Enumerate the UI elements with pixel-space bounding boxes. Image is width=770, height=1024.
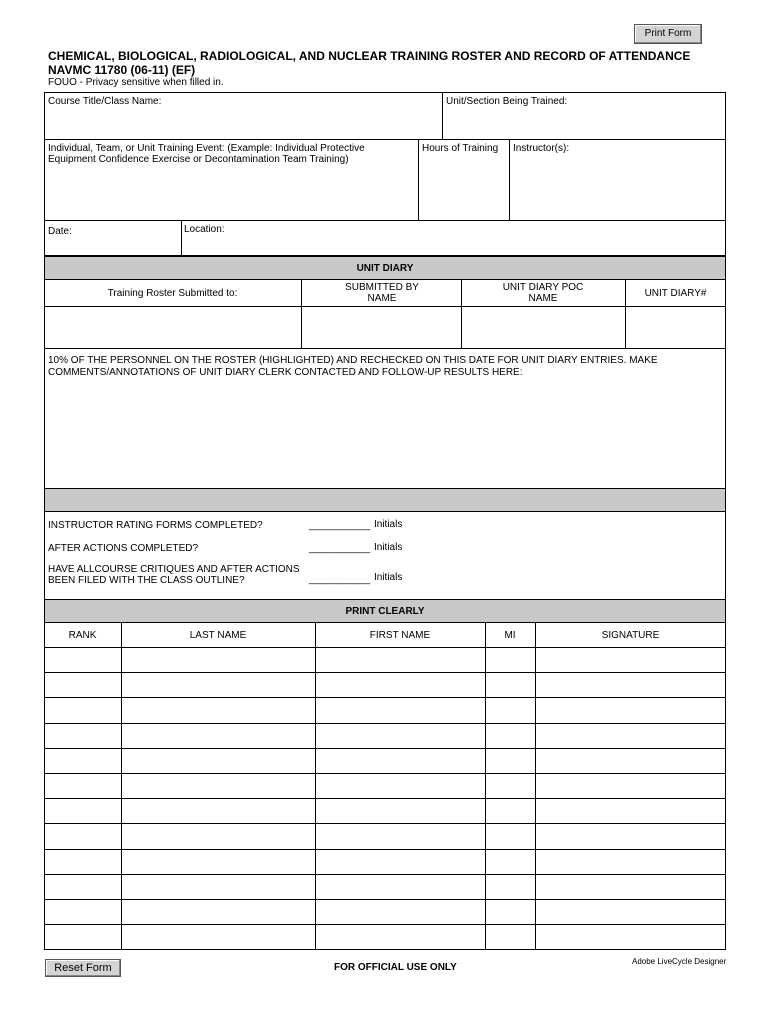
form-number: NAVMC 11780 (06-11) (EF) <box>48 63 196 77</box>
unit-diary-header: UNIT DIARY <box>44 256 726 280</box>
roster-last-name-input[interactable] <box>122 925 315 949</box>
after-actions-blank[interactable]: ___________ <box>309 543 371 554</box>
roster-first-name-input[interactable] <box>316 648 485 672</box>
rank-column-header: RANK <box>68 630 97 641</box>
unit-diary-number-header: UNIT DIARY# <box>644 288 707 299</box>
roster-first-name-input[interactable] <box>316 698 485 723</box>
roster-signature-input[interactable] <box>536 648 726 672</box>
course-title-field[interactable]: Course Title/Class Name: <box>48 96 162 107</box>
roster-last-name-input[interactable] <box>122 749 315 773</box>
roster-mi-input[interactable] <box>486 724 535 748</box>
mi-column-header: MI <box>504 630 516 641</box>
roster-rank-input[interactable] <box>45 900 121 924</box>
roster-last-name-input[interactable] <box>122 799 315 823</box>
instructor-rating-initials: Initials <box>374 519 403 530</box>
roster-last-name-input[interactable] <box>122 900 315 924</box>
roster-signature-input[interactable] <box>536 724 726 748</box>
roster-signature-input[interactable] <box>536 698 726 723</box>
roster-signature-input[interactable] <box>536 925 726 949</box>
roster-mi-input[interactable] <box>486 900 535 924</box>
roster-mi-input[interactable] <box>486 875 535 899</box>
roster-first-name-input[interactable] <box>316 774 485 798</box>
roster-signature-input[interactable] <box>536 799 726 823</box>
instructor-rating-question: INSTRUCTOR RATING FORMS COMPLETED? <box>48 520 263 531</box>
unit-diary-poc-header: UNIT DIARY POC NAME <box>502 282 584 304</box>
submitted-to-input[interactable] <box>45 307 301 348</box>
roster-signature-input[interactable] <box>536 850 726 874</box>
reset-form-button[interactable]: Reset Form <box>45 959 121 977</box>
roster-rank-input[interactable] <box>45 648 121 672</box>
print-clearly-header: PRINT CLEARLY <box>44 599 726 623</box>
hours-of-training-field[interactable]: Hours of Training <box>422 143 499 154</box>
roster-first-name-input[interactable] <box>316 850 485 874</box>
roster-mi-input[interactable] <box>486 824 535 849</box>
roster-last-name-input[interactable] <box>122 774 315 798</box>
roster-last-name-input[interactable] <box>122 875 315 899</box>
comments-label: 10% OF THE PERSONNEL ON THE ROSTER (HIGHLIGHTED) AND RECHECKED ON THIS DATE FOR UNIT DIARY ENTRIES. MAKE COMMENTS/ANNOTATIONS OF UNIT DIARY CLERK CONTACTED AND FOLLOW-UP RESULTS HERE: <box>48 355 658 378</box>
roster-first-name-input[interactable] <box>316 799 485 823</box>
roster-mi-input[interactable] <box>486 774 535 798</box>
roster-first-name-input[interactable] <box>316 900 485 924</box>
roster-signature-input[interactable] <box>536 875 726 899</box>
submitted-by-header: SUBMITTED BY NAME <box>345 282 419 304</box>
roster-rank-input[interactable] <box>45 749 121 773</box>
designer-credit: Adobe LiveCycle Designer <box>632 957 727 966</box>
roster-rank-input[interactable] <box>45 774 121 798</box>
critiques-filed-initials: Initials <box>374 572 403 583</box>
roster-last-name-input[interactable] <box>122 824 315 849</box>
roster-signature-input[interactable] <box>536 824 726 849</box>
roster-mi-input[interactable] <box>486 648 535 672</box>
roster-rank-input[interactable] <box>45 850 121 874</box>
date-field[interactable]: Date: <box>48 226 72 237</box>
privacy-notice: FOUO - Privacy sensitive when filled in. <box>48 77 224 88</box>
unit-section-field[interactable]: Unit/Section Being Trained: <box>446 96 568 107</box>
critiques-filed-question: HAVE ALLCOURSE CRITIQUES AND AFTER ACTIONS BEEN FILED WITH THE CLASS OUTLINE? <box>48 564 300 586</box>
after-actions-initials: Initials <box>374 542 403 553</box>
roster-mi-input[interactable] <box>486 749 535 773</box>
print-form-button[interactable]: Print Form <box>634 24 702 44</box>
roster-mi-input[interactable] <box>486 799 535 823</box>
roster-first-name-input[interactable] <box>316 824 485 849</box>
roster-first-name-input[interactable] <box>316 875 485 899</box>
after-actions-question: AFTER ACTIONS COMPLETED? <box>48 543 199 554</box>
roster-signature-input[interactable] <box>536 900 726 924</box>
roster-rank-input[interactable] <box>45 925 121 949</box>
roster-mi-input[interactable] <box>486 673 535 697</box>
roster-rank-input[interactable] <box>45 824 121 849</box>
roster-first-name-input[interactable] <box>316 673 485 697</box>
submitted-to-header: Training Roster Submitted to: <box>107 288 238 299</box>
roster-last-name-input[interactable] <box>122 724 315 748</box>
instructor-rating-blank[interactable]: ___________ <box>309 520 371 531</box>
roster-rank-input[interactable] <box>45 673 121 697</box>
roster-first-name-input[interactable] <box>316 925 485 949</box>
form-title: CHEMICAL, BIOLOGICAL, RADIOLOGICAL, AND NUCLEAR TRAINING ROSTER AND RECORD OF ATTENDANCE <box>48 49 691 63</box>
training-event-field[interactable]: Individual, Team, or Unit Training Event: (Example: Individual Protective Equipment Confidence Exercise or Decontamination Team Training) <box>48 143 365 165</box>
last-name-column-header: LAST NAME <box>189 630 247 641</box>
location-field[interactable]: Location: <box>184 224 225 235</box>
section-divider-bar <box>44 488 726 512</box>
roster-last-name-input[interactable] <box>122 850 315 874</box>
roster-rank-input[interactable] <box>45 724 121 748</box>
roster-rank-input[interactable] <box>45 875 121 899</box>
first-name-column-header: FIRST NAME <box>369 630 431 641</box>
signature-column-header: SIGNATURE <box>601 630 660 641</box>
submitted-by-input[interactable] <box>302 307 461 348</box>
roster-first-name-input[interactable] <box>316 724 485 748</box>
unit-diary-poc-input[interactable] <box>462 307 625 348</box>
roster-mi-input[interactable] <box>486 698 535 723</box>
roster-signature-input[interactable] <box>536 749 726 773</box>
roster-last-name-input[interactable] <box>122 648 315 672</box>
roster-rank-input[interactable] <box>45 799 121 823</box>
roster-rank-input[interactable] <box>45 698 121 723</box>
roster-last-name-input[interactable] <box>122 698 315 723</box>
roster-mi-input[interactable] <box>486 850 535 874</box>
roster-signature-input[interactable] <box>536 774 726 798</box>
fouo-footer: FOR OFFICIAL USE ONLY <box>334 962 457 973</box>
roster-first-name-input[interactable] <box>316 749 485 773</box>
roster-last-name-input[interactable] <box>122 673 315 697</box>
roster-signature-input[interactable] <box>536 673 726 697</box>
roster-mi-input[interactable] <box>486 925 535 949</box>
unit-diary-number-input[interactable] <box>626 307 725 348</box>
instructors-field[interactable]: Instructor(s): <box>513 143 570 154</box>
critiques-filed-blank[interactable]: ___________ <box>309 574 371 585</box>
